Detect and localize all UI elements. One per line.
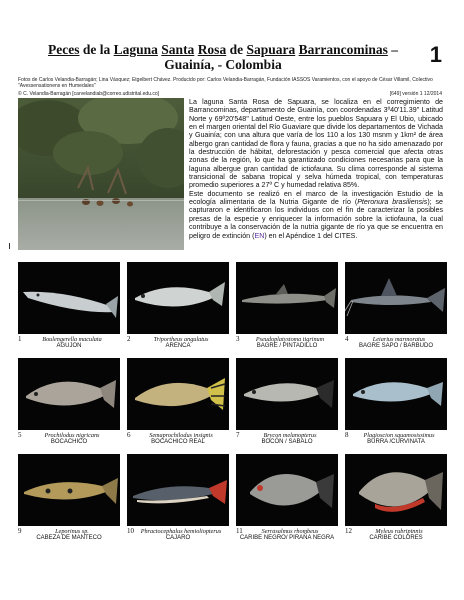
- fish-common-name: BOCACHICO: [50, 439, 88, 445]
- fish-card: [236, 454, 338, 542]
- fish-number: 6: [127, 431, 131, 439]
- fish-caption: [236, 336, 338, 350]
- site-description: [189, 98, 443, 240]
- fish-photo: [18, 358, 120, 430]
- fish-photo: [345, 358, 447, 430]
- fish-common-name: BAGRE SAPO / BARBUDO: [358, 343, 434, 349]
- page-title: [28, 42, 418, 72]
- fish-caption: [345, 432, 447, 446]
- fish-card: [18, 262, 120, 350]
- fish-number: 2: [127, 335, 131, 343]
- version-info: [649] versión 1 12/2014: [389, 91, 442, 97]
- fish-card: [127, 454, 229, 542]
- fish-card: [345, 262, 447, 350]
- fish-scientific-name: Brycon melanopterus: [263, 432, 317, 439]
- title-part-rosa: Rosa: [197, 42, 227, 57]
- description-paragraph-2: [189, 190, 443, 240]
- fish-number: 9: [18, 527, 22, 535]
- fish-caption: [345, 528, 447, 542]
- fish-caption: [18, 336, 120, 350]
- fish-number: 4: [345, 335, 349, 343]
- fish-common-name: BAGRE / PINTADILLO: [256, 343, 318, 349]
- title-part-laguna: Laguna: [113, 42, 158, 57]
- fish-photo: [236, 454, 338, 526]
- fish-scientific-name: Semaprochilodus insignis: [149, 432, 213, 439]
- fish-photo: [345, 454, 447, 526]
- fish-scientific-name: Triportheus angulatus: [153, 336, 209, 343]
- fish-caption: [18, 528, 120, 542]
- fish-photo: [127, 358, 229, 430]
- fish-common-name: BOCÓN / SABALO: [261, 439, 313, 445]
- fish-common-name: ARENCA: [165, 343, 191, 349]
- title-part-peces: Peces: [48, 42, 80, 57]
- fish-card: [18, 454, 120, 542]
- copyright-text: © C. Velandia-Barragán [carvelandiab@correo.udistrital.edu.co]: [18, 91, 160, 97]
- fish-common-name: CARIBE COLORES: [369, 535, 423, 541]
- fish-common-name: CARIBE NEGRO/ PIRAÑA NEGRA: [239, 535, 335, 541]
- fish-caption: [18, 432, 120, 446]
- fish-card: [345, 358, 447, 446]
- fish-number: 1: [18, 335, 22, 343]
- fish-scientific-name: Leporinus sp.: [55, 528, 89, 535]
- paragraph-2-text-middle: ); se capturaron e identificaron los individuos con el fin de caracterizar la posibles presas de la especie y enriquecer la información sobre la ictiofauna, la cual contribuye a la conservación de la nutria gigante de río ya que se encuentra en peligro de extinción (: [189, 198, 444, 240]
- fish-photo: [236, 358, 338, 430]
- title-part-sapuara: Sapuara: [246, 42, 296, 57]
- fish-card: [127, 262, 229, 350]
- title-part-santa: Santa: [161, 42, 195, 57]
- fish-card: [18, 358, 120, 446]
- fish-number: 8: [345, 431, 349, 439]
- title-line-2: Guainía, - Colombia: [164, 57, 282, 72]
- fish-photo: [345, 262, 447, 334]
- fish-caption: [236, 432, 338, 446]
- fish-common-name: BOCACHICO REAL: [151, 439, 205, 445]
- paragraph-2-text-start: Este documento se realizó en el marco de la investigación Estudio de la ecología alimentaria de la Nutria Gigante de río (: [189, 189, 443, 207]
- fish-photo: [236, 262, 338, 334]
- text-cursor-marker: [9, 243, 10, 249]
- title-part-barrancominas: Barrancominas: [298, 42, 388, 57]
- fish-scientific-name: Phractocephalus hemioliopterus: [140, 528, 222, 535]
- fish-common-name: AGUJON: [56, 343, 82, 349]
- fish-photo: [18, 454, 120, 526]
- fish-common-name: BURRA /CURVINATA: [367, 439, 425, 445]
- otter-species-name: Pteronura brasiliensis: [357, 198, 428, 207]
- fish-scientific-name: Boulengerella maculata: [42, 336, 102, 343]
- fish-scientific-name: Serrasalmus rhombeus: [261, 528, 319, 535]
- fish-number: 12: [345, 527, 352, 535]
- fish-scientific-name: Myleus rubripinnis: [375, 528, 423, 535]
- fish-number: 11: [236, 527, 243, 535]
- credits-text: Fotos de Carlos Velandia-Barragán; Lina Vásquez; Etgelbert Chávez. Producido por: Carlos Velandia-Barragán, Fundación IASSOS Varamientos, con el apoyo de César Villamil, Colectivo "Avessensationens en Humedales": [18, 77, 433, 89]
- fish-common-name: CABEZA DE MANTECO: [36, 535, 102, 541]
- fish-scientific-name: Pseudoplatystoma tigrinum: [255, 336, 325, 343]
- fish-caption: [236, 528, 338, 542]
- fish-number: 3: [236, 335, 240, 343]
- fish-caption: [127, 336, 229, 350]
- fish-number: 7: [236, 431, 240, 439]
- description-paragraph-1: La laguna Santa Rosa de Sapuara, se localiza en el corregimiento de Barrancominas, departamento de Guainía, con coordenadas 3º40'11.39'' Latitud Norte y 69º20'548'' Latitud Oeste, entre los pueblos Sapuara y El Ubio, ubicado en el margen oriental del Río Guaviare que divide los departamentos de Vichada y Guainía; con una altura que varía de los 110 a los 130 msnm y 1km² de área albergo gran cantidad de flora y fauna, gracias a que no ha sido amenazado por la destrucción de hábitat, deforestación y pesca comercial que afecta otras zonas de la región, lo que ha garantizado condiciones necesarias para que la laguna albergue gran cantidad de ictiofauna. Su clima corresponde al sistema transicional de sabana tropical y selva húmeda tropical, con temperaturas promedio superiores a 27º C y humedad relativa 85%.: [189, 98, 443, 190]
- fish-photo: [127, 262, 229, 334]
- paragraph-2-text-end: ) en el Apéndice 1 del CITES.: [264, 231, 358, 240]
- fish-scientific-name: Prochilodus nigricans: [44, 432, 100, 439]
- lagoon-photo: [18, 98, 184, 250]
- iucn-status-link[interactable]: EN: [254, 231, 265, 240]
- fish-common-name: CAJARO: [165, 535, 191, 541]
- title-dash: –: [387, 42, 398, 57]
- fish-card: [236, 358, 338, 446]
- fish-caption: [345, 336, 447, 350]
- fish-card: [345, 454, 447, 542]
- fish-scientific-name: Plagioscion squamosissimus: [363, 432, 435, 439]
- fish-caption: [127, 528, 229, 542]
- fish-photo: [127, 454, 229, 526]
- fish-photo: [18, 262, 120, 334]
- title-part-de: de: [226, 42, 247, 57]
- title-line-1: [28, 42, 418, 57]
- fish-card: [236, 262, 338, 350]
- fish-scientific-name: Leiarius marmoratus: [372, 336, 426, 343]
- fish-number: 10: [127, 527, 134, 535]
- title-part-de-la: de la: [79, 42, 114, 57]
- fish-number: 5: [18, 431, 22, 439]
- fish-caption: [127, 432, 229, 446]
- page-number: 1: [429, 42, 442, 67]
- fish-card: [127, 358, 229, 446]
